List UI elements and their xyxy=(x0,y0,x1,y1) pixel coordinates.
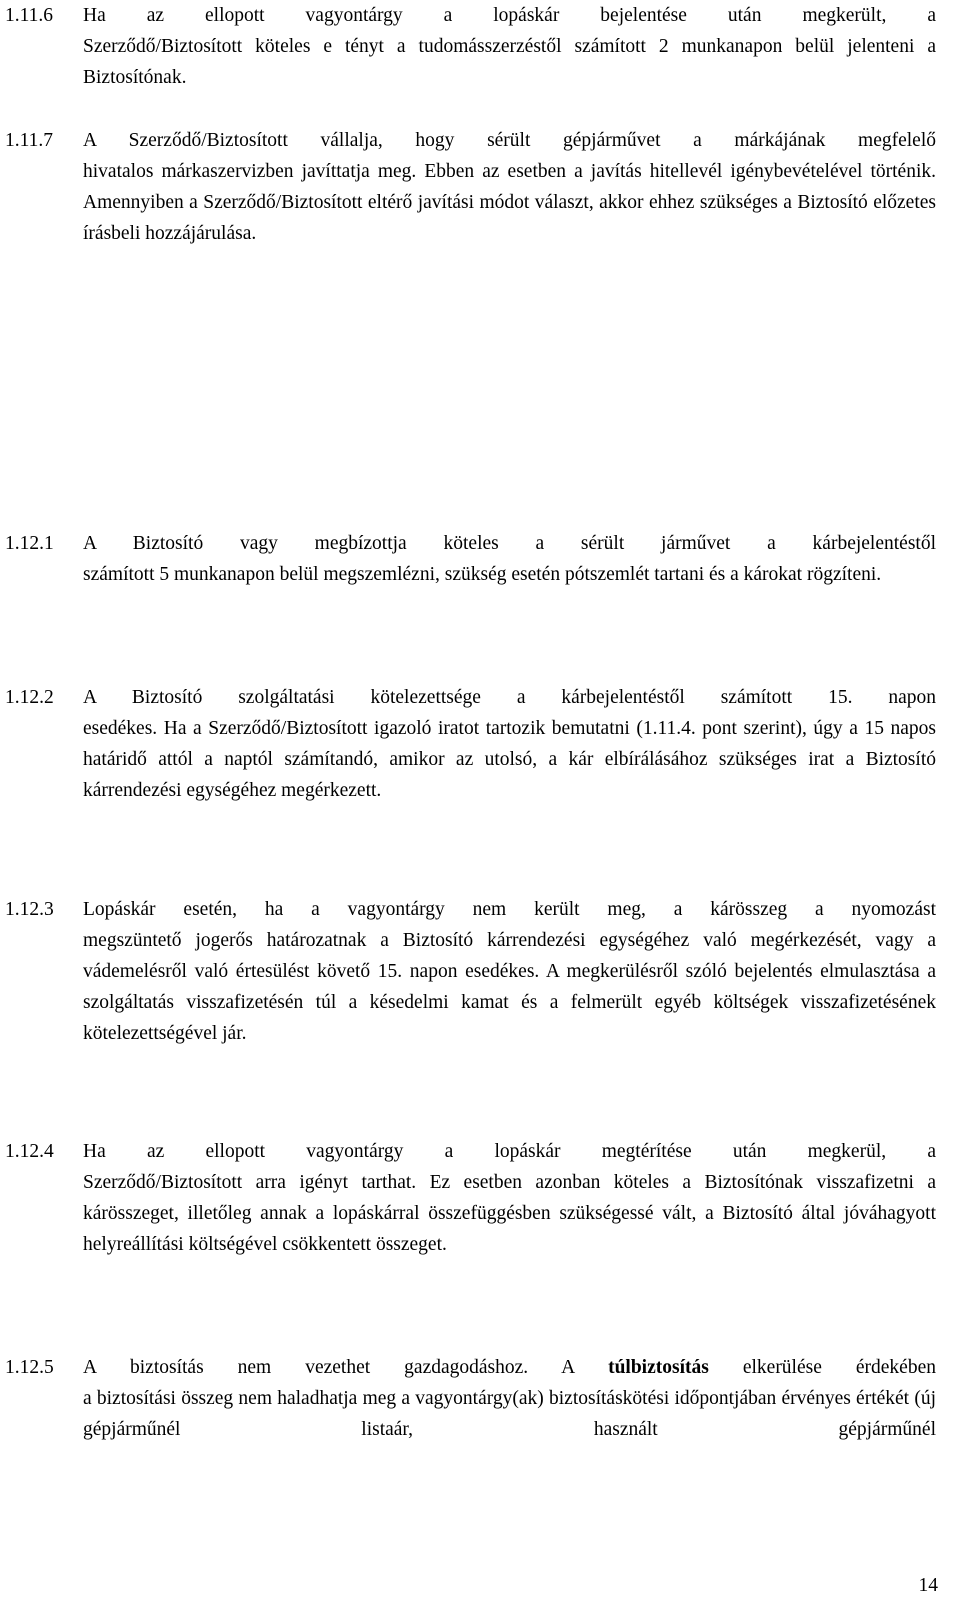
clause-text-start: Ha az ellopott vagyontárgy a lopáskár megtérítése után megkerül, a xyxy=(83,1141,936,1162)
clause-first-line xyxy=(5,682,936,713)
clause-first-line xyxy=(5,894,936,925)
bold-term: túlbiztosítás xyxy=(608,1357,709,1378)
clause-text-rest: a biztosítási összeg nem haladhatja meg a vagyontárgy(ak) biztosításkötési időpontjában érvényes értékét (új gépjárműnél listaár, használt gépjárműnél xyxy=(83,1388,936,1440)
clause-text-start: Ha az ellopott vagyontárgy a lopáskár bejelentése után megkerült, a xyxy=(83,5,936,26)
clause-1-12-1 xyxy=(5,528,936,590)
clause-text-after-term: elkerülése érdekében xyxy=(708,1357,936,1378)
clause-number: 1.12.1 xyxy=(5,533,54,554)
clause-text-start: A Szerződő/Biztosított vállalja, hogy sérült gépjárművet a márkájának megfelelő xyxy=(83,130,936,151)
clause-text-start: A biztosítás nem vezethet gazdagodáshoz. A xyxy=(83,1357,609,1378)
clause-1-12-3 xyxy=(5,894,936,1049)
clause-number: 1.12.4 xyxy=(5,1141,54,1162)
clause-number: 1.12.5 xyxy=(5,1357,54,1378)
section-heading-1-12 xyxy=(5,329,66,360)
clause-text-rest: Szerződő/Biztosított arra igényt tarthat. Ez esetben azonban köteles a Biztosítónak visszafizetni a kárösszeget, illetőleg annak a lopáskárral összefüggésben szükségessé vált, a Biztosító által jóváhagyott helyreállítási költségével csökkentett összeget. xyxy=(83,1172,936,1255)
clause-1-11-6 xyxy=(5,0,936,93)
page-number: 14 xyxy=(918,1575,938,1596)
clause-text-rest: esedékes. Ha a Szerződő/Biztosított igazoló iratot tartozik bemutatni (1.11.4. pont szerint), úgy a 15 napos határidő attól a naptól számítandó, amikor az utolsó, a kár elbírálásához szükséges irat a Biztosító kárrendezési egységéhez megérkezett. xyxy=(83,718,936,801)
clause-number: 1.11.6 xyxy=(5,5,54,26)
clause-number: 1.12.2 xyxy=(5,687,54,708)
clause-first-line xyxy=(5,1136,936,1167)
clause-first-line xyxy=(5,1352,936,1383)
clause-1-11-7 xyxy=(5,125,936,249)
clause-text-rest: hivatalos márkaszervizben javíttatja meg. Ebben az esetben a javítás hitellevél igénybevételével történik. Amennyiben a Szerződő/Biztosított eltérő javítási módot választ, akkor ehhez szükséges a Biztosító előzetes írásbeli hozzájárulása. xyxy=(83,161,936,244)
clause-1-12-4 xyxy=(5,1136,936,1260)
clause-text-rest: Szerződő/Biztosított köteles e tényt a tudomásszerzéstől számított 2 munkanapon belül jelenteni a Biztosítónak. xyxy=(83,36,936,88)
clause-first-line xyxy=(5,125,936,156)
clause-first-line xyxy=(5,0,936,31)
clause-1-12-5 xyxy=(5,1352,936,1445)
clause-text-rest: számított 5 munkanapon belül megszemlézni, szükség esetén pótszemlét tartani és a károkat rögzíteni. xyxy=(83,564,882,585)
clause-first-line xyxy=(5,528,936,559)
clause-number: 1.11.7 xyxy=(5,130,54,151)
clause-1-12-2 xyxy=(5,682,936,806)
clause-text-start: Lopáskár esetén, ha a vagyontárgy nem került meg, a kárösszeg a nyomozást xyxy=(83,899,936,920)
clause-number: 1.12.3 xyxy=(5,899,54,920)
clause-text-start: A Biztosító vagy megbízottja köteles a sérült járművet a kárbejelentéstől xyxy=(83,533,936,554)
clause-text-start: A Biztosító szolgáltatási kötelezettsége a kárbejelentéstől számított 15. napon xyxy=(83,687,936,708)
clause-text-rest: megszüntető jogerős határozatnak a Biztosító kárrendezési egységéhez való megérkezését, vagy a vádemelésről való értesülést követő 15. napon esedékes. A megkerülésről szóló bejelentés elmulasztása a szolgáltatás visszafizetésén túl a késedelmi kamat és a felmerült egyéb költségek visszafizetésének kötelezettségével jár. xyxy=(83,930,936,1044)
